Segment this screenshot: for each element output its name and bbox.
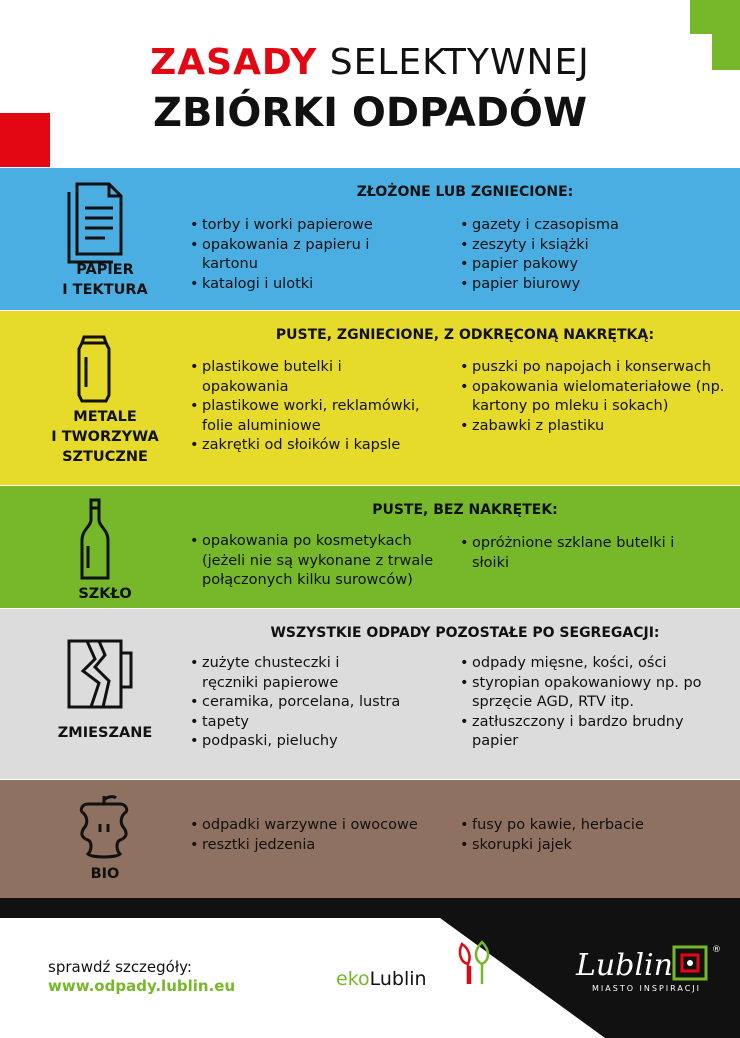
apple-core-icon <box>78 794 130 860</box>
mixed-list-right <box>460 654 736 752</box>
category-name-line: METALE <box>73 409 137 425</box>
title-highlight: ZASADY <box>150 42 318 83</box>
paper-list-right <box>460 216 730 294</box>
broken-cup-icon <box>65 637 135 709</box>
list-item: • zatłuszczony i bardzo brudny papier <box>460 713 710 752</box>
list-item: • ceramika, porcelana, lustra <box>190 693 452 713</box>
category-name-line: ZMIESZANE <box>57 725 153 741</box>
list-item: • opróżnione szklane butelki i słoiki <box>460 534 700 573</box>
list-item: • odpady mięsne, kości, ości <box>460 654 736 674</box>
list-item: • styropian opakowaniowy np. po sprzęcie AGD, RTV itp. <box>460 674 720 713</box>
metal-list-right <box>460 358 736 436</box>
bottle-icon <box>80 498 110 580</box>
list-item: • papier biurowy <box>460 275 730 295</box>
bio-list-right <box>460 816 730 855</box>
list-item: • fusy po kawie, herbacie <box>460 816 730 836</box>
ekolublin-wordmark <box>336 968 427 990</box>
list-item: • plastikowe worki, reklamówki, folie aluminiowe <box>190 397 440 436</box>
list-item: • papier pakowy <box>460 255 730 275</box>
glass-heading: PUSTE, BEZ NAKRĘTEK: <box>372 502 558 518</box>
registered-mark: ® <box>712 945 721 955</box>
category-label-mixed <box>40 723 170 743</box>
list-item: • opakowania po kosmetykach (jeżeli nie są wykonane z trwale połączonych kilku surowców) <box>190 532 438 591</box>
category-name-line: PAPIER <box>76 262 134 278</box>
list-item: • zabawki z plastiku <box>460 417 736 437</box>
category-label-metal <box>40 407 170 467</box>
list-item: • odpadki warzywne i owocowe <box>190 816 452 836</box>
category-label-glass <box>40 584 170 604</box>
category-bio <box>0 780 740 898</box>
category-name-line: I TWORZYWA <box>51 429 159 445</box>
bio-list-left <box>190 816 452 855</box>
glass-list-left <box>190 532 450 591</box>
category-name-line: BIO <box>90 866 120 882</box>
list-item: • torby i worki papierowe <box>190 216 450 236</box>
list-item: • podpaski, pieluchy <box>190 732 452 752</box>
page-title-line-1 <box>0 42 740 83</box>
list-item: • opakowania wielomateriałowe (np. kartony po mleku i sokach) <box>460 378 736 417</box>
details-url-link[interactable]: www.odpady.lublin.eu <box>48 977 236 995</box>
glass-list-right <box>460 534 730 573</box>
list-item: • skorupki jajek <box>460 836 730 856</box>
eko-suffix: Lublin <box>369 968 427 990</box>
lublin-wordmark: Lublin <box>576 948 673 983</box>
list-item: • opakowania z papieru i kartonu <box>190 236 380 275</box>
lublin-tagline: MIASTO INSPIRACJI <box>592 984 702 993</box>
title-rest: SELEKTYWNEJ <box>329 42 590 83</box>
list-item: • katalogi i ulotki <box>190 275 450 295</box>
list-item: • zakrętki od słoików i kapsle <box>190 436 452 456</box>
list-item: • plastikowe butelki i opakowania <box>190 358 360 397</box>
category-label-bio <box>40 864 170 884</box>
category-glass <box>0 486 740 608</box>
category-mixed <box>0 609 740 779</box>
list-item: • gazety i czasopisma <box>460 216 730 236</box>
details-label: sprawdź szczegóły: <box>48 958 192 976</box>
category-label-paper <box>40 260 170 300</box>
list-item: • zużyte chusteczki i ręczniki papierowe <box>190 654 370 693</box>
footer-stripe <box>0 898 740 918</box>
list-item: • tapety <box>190 713 452 733</box>
list-item: • resztki jedzenia <box>190 836 452 856</box>
document-stack-icon <box>65 182 127 264</box>
ekolublin-leaves-icon <box>456 940 496 988</box>
metal-heading: PUSTE, ZGNIECIONE, Z ODKRĘCONĄ NAKRĘTKĄ: <box>275 327 655 343</box>
mixed-heading: WSZYSTKIE ODPADY POZOSTAŁE PO SEGREGACJI: <box>270 625 660 641</box>
category-name-line: SZTUCZNE <box>62 449 148 465</box>
category-name-line: SZKŁO <box>78 586 132 602</box>
eko-prefix: eko <box>336 968 370 990</box>
category-name-line: I TEKTURA <box>62 282 148 298</box>
page-title-line-2: ZBIÓRKI ODPADÓW <box>152 90 588 136</box>
metal-list-left <box>190 358 452 456</box>
mixed-list-left <box>190 654 452 752</box>
category-metal-plastic <box>0 311 740 485</box>
paper-list-left <box>190 216 450 294</box>
can-icon <box>76 333 112 403</box>
list-item: • puszki po napojach i konserwach <box>460 358 736 378</box>
list-item: • zeszyty i książki <box>460 236 730 256</box>
lublin-emblem-icon <box>672 945 708 981</box>
paper-heading: ZŁOŻONE LUB ZGNIECIONE: <box>356 184 574 200</box>
category-paper <box>0 168 740 310</box>
